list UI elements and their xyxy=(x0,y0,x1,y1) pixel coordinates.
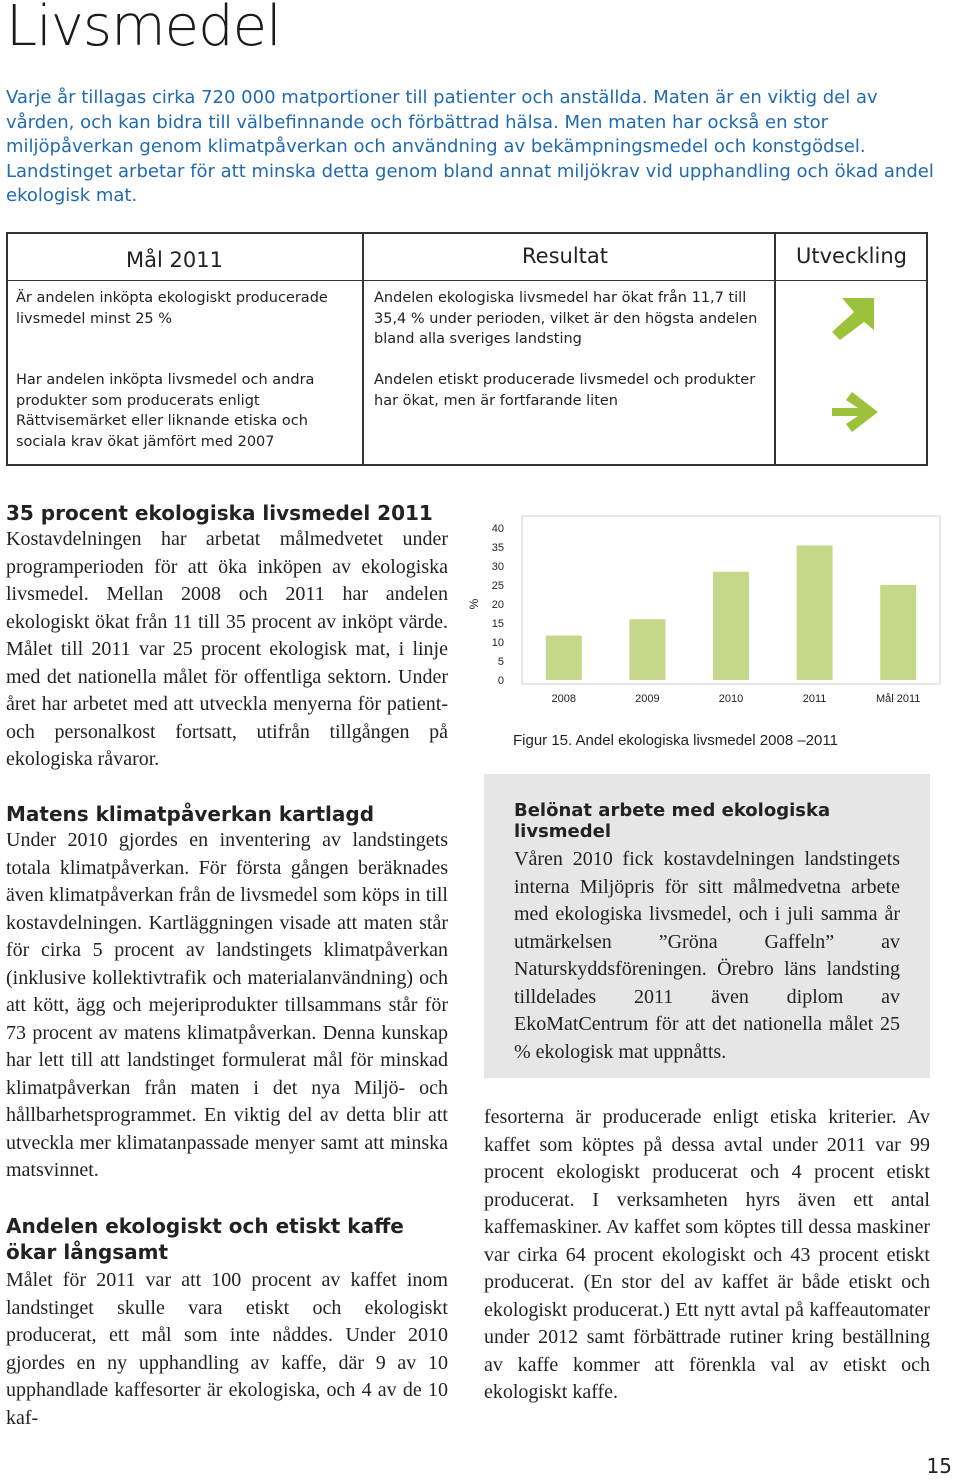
table-divider xyxy=(362,234,364,464)
table-header-result: Resultat xyxy=(522,244,608,268)
table-header-goal: Mål 2011 xyxy=(126,248,223,272)
y-tick-label: 5 xyxy=(497,656,504,668)
section-text: Målet för 2011 var att 100 procent av kaffet inom landstinget skulle vara etiskt och ekologiskt producerat, ett mål som inte nåddes. Under 2010 gjordes en ny upphandling av kaffe, där 9 av 10 upphandlade kaffesorter är ekologiska, och 4 av de 10 kaf- xyxy=(6,1269,448,1429)
section-klimat xyxy=(6,801,448,1185)
bar-mål-2011 xyxy=(880,585,916,680)
section-kaffe xyxy=(6,1213,448,1432)
y-tick-label: 40 xyxy=(491,523,504,535)
arrow-up-right-icon xyxy=(828,296,878,342)
section-text: Kostavdelningen har arbetat målmedvetet under programperioden för att öka inköpen av ekologiska livsmedel. Mellan 2008 och 2011 har andelen ekologiskt ökat från 11 till 35 procent av inköpt värde. Målet till 2011 var 25 procent ekologisk mat, i linje med det nationella målet för offentliga sektorn. Under året har arbetet med att utveckla menyerna för patient- och personalkost fortsatt, utifrån tillgången på ekologiska råvaror. xyxy=(6,528,448,770)
x-tick-label: 2009 xyxy=(635,693,660,705)
section-kaffe-continued xyxy=(484,1104,930,1407)
y-tick-label: 10 xyxy=(491,637,504,649)
table-cell-result: Andelen ekologiska livsmedel har ökat från 11,7 till 35,4 % under perioden, vilket är den högsta andelen bland alla sveriges landsting xyxy=(374,290,758,347)
table-header-trend: Utveckling xyxy=(796,244,907,268)
y-tick-label: 20 xyxy=(491,599,504,611)
section-text: fesorterna är producerade enligt etiska kriterier. Av kaffet som köptes på dessa avtal under 2011 var 99 procent ekologiskt producerat och 4 procent etiskt producerat. I verksamheten hyrs även ett antal kaffemaskiner. Av kaffet som köptes till dessa maskiner var cirka 64 procent ekologiskt och 43 procent etiskt producerat. (En stor del av kaffet är både etiskt och ekologiskt producerat.) Ett nytt avtal på kaffeautomater under 2012 samt förbättrade rutiner kring beställning av kaffe kommer att förenkla val av etiskt och ekologiskt kaffe. xyxy=(484,1106,930,1403)
y-axis-label: % xyxy=(467,598,481,610)
page-title: Livsmedel xyxy=(6,0,281,59)
y-tick-label: 35 xyxy=(491,542,504,554)
y-tick-label: 0 xyxy=(497,675,504,687)
section-text: Under 2010 gjordes en inventering av landstingets totala klimatpåverkan. För första gången beräknades även klimatpåverkan från de livsmedel som köps in till kostavdelningen. Kartläggningen visade att maten står för cirka 5 procent av landstingets klimatpåverkan (inklusive kollektivtrafik och materialanvändning) och att kött, ägg och mejeriprodukter tillsammans står för 73 procent av matens klimatpåverkan. Denna kunskap har lett till att landstinget formulerat mål för minskad klimatpåverkan från maten i det nya Miljö- och hållbarhetsprogrammet. En viktig del av detta blir att utveckla mer klimatanpassade menyer samt att minska matsvinnet. xyxy=(6,829,448,1181)
award-heading: Belönat arbete med ekologiska livsmedel xyxy=(514,800,831,842)
section-heading: Andelen ekologiskt och etiskt kaffe ökar långsamt xyxy=(6,1214,404,1264)
intro-text: Varje år tillagas cirka 720 000 matportioner till patienter och anställda. Maten är en viktig del av vården, och kan bidra till välbefinnande och förbättrad hälsa. Men maten har också en stor miljöpåverkan genom klimatpåverkan och användning av bekämpningsmedel och konstgödsel. Landstinget arbetar för att minska detta genom bland annat miljökrav vid upphandling och ökad andel ekologisk mat. xyxy=(6,87,934,206)
table-divider xyxy=(774,234,776,464)
figure-caption: Figur 15. Andel ekologiska livsmedel 2008 –2011 xyxy=(513,732,838,749)
bar-2010 xyxy=(713,572,749,680)
award-box xyxy=(484,774,930,1078)
x-tick-label: 2008 xyxy=(551,693,577,705)
y-tick-label: 30 xyxy=(491,561,504,573)
y-tick-label: 15 xyxy=(491,618,504,630)
table-cell-result: Andelen etiskt producerade livsmedel och produkter har ökat, men är fortfarande liten xyxy=(374,372,756,409)
table-cell-goal: Är andelen inköpta ekologiskt producerade livsmedel minst 25 % xyxy=(16,290,328,327)
y-tick-label: 25 xyxy=(491,580,504,592)
table-header-rule xyxy=(8,280,926,281)
x-tick-label: Mål 2011 xyxy=(875,693,921,705)
bar-2009 xyxy=(629,619,665,680)
bar-2008 xyxy=(546,636,582,680)
x-tick-label: 2010 xyxy=(718,693,744,705)
section-heading: 35 procent ekologiska livsmedel 2011 xyxy=(6,501,433,525)
section-ekologiska xyxy=(6,500,448,774)
bar-chart xyxy=(464,512,944,712)
arrow-right-icon xyxy=(828,390,880,434)
award-text: Våren 2010 fick kostavdelningen landstingets interna Miljöpris för sitt målmedvetna arbete med ekologiska livsmedel, och i juli samma år utmärkelsen ”Gröna Gaffeln” av Naturskyddsföreningen. Örebro läns landsting tilldelades 2011 även diplom av EkoMatCentrum för att det nationella målet 25 % ekologisk mat uppnåtts. xyxy=(514,848,900,1063)
table-cell-goal: Har andelen inköpta livsmedel och andra produkter som producerats enligt Rättvisemärket eller liknande etiska och sociala krav ökat jämfört med 2007 xyxy=(16,372,315,450)
section-heading: Matens klimatpåverkan kartlagd xyxy=(6,802,375,826)
page-number: 15 xyxy=(926,1454,952,1478)
x-tick-label: 2011 xyxy=(802,693,827,705)
bar-2011 xyxy=(797,545,833,680)
goal-table xyxy=(6,232,928,466)
